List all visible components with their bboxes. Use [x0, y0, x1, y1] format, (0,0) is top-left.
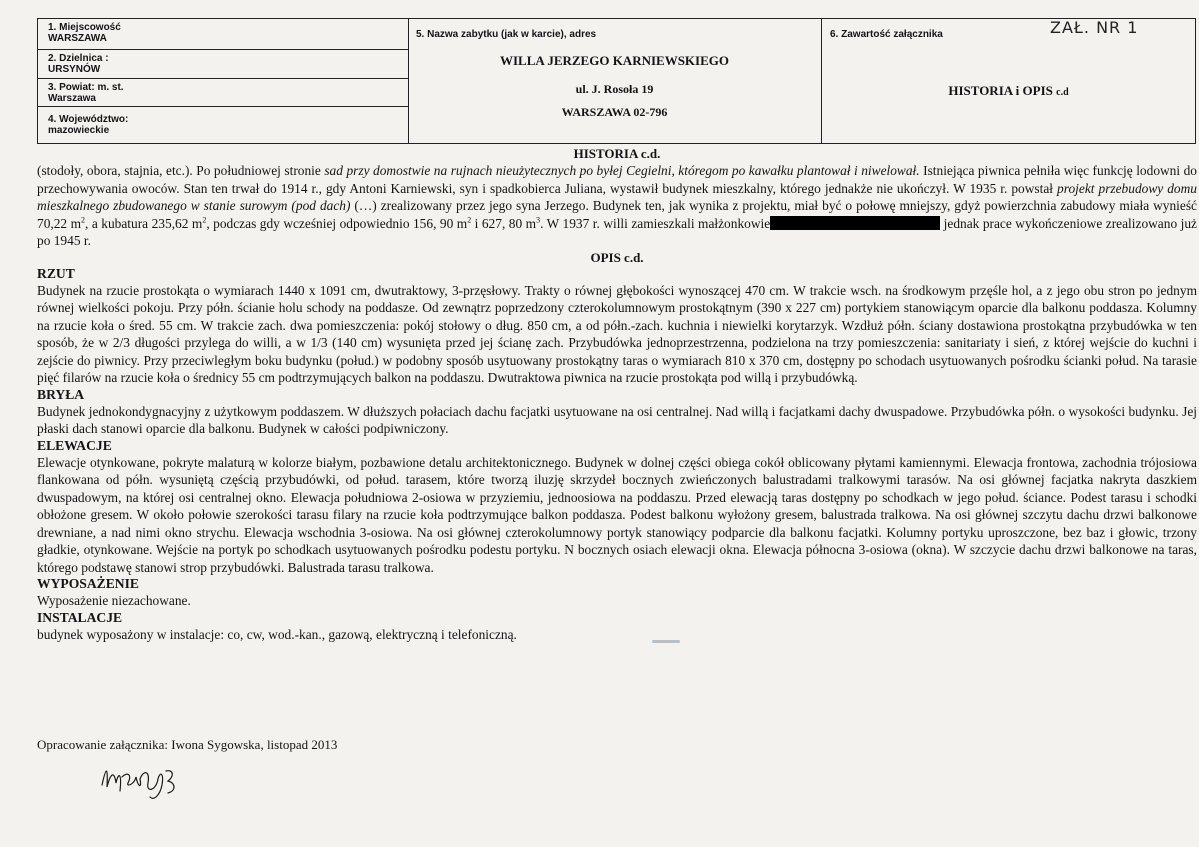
- voivodeship-cell: [38, 107, 408, 143]
- wyposazenie-paragraph: Wyposażenie niezachowane.: [37, 593, 191, 608]
- district-label: 2. Dzielnica :: [48, 53, 109, 64]
- historia-text-8: jednak prace wykończeniowe zrealizowano już po 1945 r.: [37, 215, 1197, 248]
- superscript-2: 2: [202, 215, 207, 225]
- monument-city: WARSZAWA 02-796: [561, 105, 668, 119]
- rzut-heading: RZUT: [37, 265, 75, 281]
- historia-quote-2: projekt przebudowy domu mieszkalnego zbudowanego w stanie surowym (pod dach): [37, 180, 1197, 213]
- contents-suffix: c.d: [1056, 87, 1069, 98]
- locality-value: WARSZAWA: [48, 33, 107, 44]
- wyposazenie-heading: WYPOSAŻENIE: [37, 576, 139, 591]
- historia-text-4: , a kubatura 235,62 m: [85, 215, 203, 231]
- superscript-2: 2: [467, 215, 472, 225]
- elewacje-paragraph: Elewacje otynkowane, pokryte malaturą w kolorze białym, pozbawione detalu architektonicznego. Budynek w dolnej części obiega cokół oblicowany płytami kamiennymi. Elewacja frontowa, zachodnia trójosiowa flankowana od półn. wysuniętą częścią przybudówki, od połud. tarasem, które tworzą iluzję skrzydeł bocznych zwieńczonych balustradami tralkowymi tarasów. Na osi głównej facjatka nakryta daszkiem dwuspadowym, na której osi centralnej okno. Elewacja południowa 2-osiowa w przyziemiu, jednoosiowa na poddaszu. Przed elewacją taras dostępny po schodkach w jego połud. ściance. Podest tarasu i schodki obłożone gresem. W około połowie szerokości tarasu filary na rzucie koła podtrzymujące balkon poddasza. Podest balkonu wyłożony gresem, balustrada tralkowa. Na osi głównej szczytu dachu drzwi balkonowe drewniane, a nad nimi okno strychu. Elewacja wschodnia 3-osiowa. Na osi głównej czterokolumnowy portyk stanowiący podparcie dla balkonu facjatki. Kolumny portyku uproszczone, bez baz i głowic, trzony gładkie, otynkowane. Wejście na portyk po schodkach usytuowanych pośrodku podestu portyku. N bocznych osiach elewacji okna. Elewacja północna 3-osiowa (okna). W szczycie dachu drzwi balkonowe na taras, którego podstawę stanowi strop przybudówki. Balustrada tarasu tralkowa.: [37, 454, 1197, 575]
- monument-street: ul. J. Rosoła 19: [575, 82, 654, 96]
- opis-heading: OPIS c.d.: [590, 249, 644, 265]
- redaction-bar: [770, 216, 940, 230]
- bryla-heading: BRYŁA: [37, 386, 85, 402]
- header-table: [37, 18, 1196, 144]
- monument-name: WILLA JERZEGO KARNIEWSKIEGO: [500, 53, 729, 68]
- contents-value: [822, 83, 1195, 99]
- monument-label: 5. Nazwa zabytku (jak w karcie), adres: [416, 29, 597, 40]
- monument-column: [408, 19, 822, 143]
- district-value: URSYNÓW: [48, 64, 101, 75]
- rzut-paragraph: Budynek na rzucie prostokąta o wymiarach 1440 x 1091 cm, dwutraktowy, 3-przęsłowy. Trakty o równej głębokości wynoszącej 470 cm. W trakcie wsch. na środkowym przęśle hol, a z jego obu stron po jednym równej wielkości pokoju. Przy półn. ścianie holu schody na poddasze. Od zewnątrz poprzedzony czterokolumnowym prostokątnym (390 x 227 cm) portykiem stanowiącym oparcie dla balkonu poddasza. Kolumny na rzucie koła o śred. 55 cm. W trakcie zach. dwa pomieszczenia: pokój stołowy o dług. 850 cm, a od półn.-zach. kuchnia i niewielki korytarzyk. Wzdłuż półn. ściany dostawiona prostokątna przybudówka w ten sposób, że w 2/3 długości przylega do willi, a w 1/3 (140 cm) wysunięta przed jej ścianę zach. Przybudówka jednoprzestrzenna, podzielona na trzy pomieszczenia: sanitariaty i sień, z której wejście do kuchni i zejście do piwnicy. Przy przeciwległym boku budynku (połud.) w podobny sposób usytuowany prostokątny taras o wymiarach 810 x 370 cm, dostępny po schodach usytuowanych pośrodku ścianki połud. Na tarasie pięć filarów na rzucie koła o średnicy 55 cm podtrzymujących balkon na poddaszu. Dwutraktowa piwnica na rzucie prostokąta pod willą i przybudówką.: [37, 282, 1197, 385]
- locality-cell: [38, 19, 408, 50]
- voivodeship-label: 4. Województwo:: [48, 114, 129, 125]
- contents-column: [822, 19, 1195, 143]
- instalacje-paragraph: budynek wyposażony w instalacje: co, cw, wod.-kan., gazową, elektryczną i telefoniczną.: [37, 626, 517, 642]
- county-cell: [38, 79, 408, 107]
- county-value: Warszawa: [48, 93, 96, 104]
- bryla-paragraph: Budynek jednokondygnacyjny z użytkowym poddaszem. W dłuższych połaciach dachu facjatki usytuowane na osi centralnej. Nad willą i facjatkami dachy dwuspadowe. Przybudówka półn. o wysokości budynku. Jej płaski dach stanowi oparcie dla balkonu. Budynek w całości podpiwniczony.: [37, 403, 1197, 436]
- historia-text-6: i 627, 80 m: [471, 215, 537, 231]
- historia-text-3: (…) zrealizowany przez jego syna Jerzego. Budynek ten, jak wynika z projektu, miał być o połowę mniejszy, gdyż powierzchnia zabudowy miała wynieść 70,22 m: [37, 198, 1197, 231]
- contents-label: 6. Zawartość załącznika: [830, 29, 943, 40]
- superscript-2: 2: [81, 215, 86, 225]
- location-column: [38, 19, 409, 143]
- attachment-number-stamp: ZAŁ. NR 1: [1050, 18, 1139, 37]
- locality-label: 1. Miejscowość: [48, 22, 121, 33]
- instalacje-heading: INSTALACJE: [37, 609, 123, 625]
- handwritten-signature: [98, 757, 188, 807]
- district-cell: [38, 50, 408, 79]
- historia-paragraph: [37, 162, 1197, 250]
- historia-text-7: . W 1937 r. willi zamieszkali małżonkowie: [540, 215, 771, 231]
- historia-heading: HISTORIA c.d.: [573, 146, 661, 161]
- author-credit: Opracowanie załącznika: Iwona Sygowska, listopad 2013: [37, 737, 338, 752]
- historia-text-5: , podczas gdy wcześniej odpowiednio 156, 90 m: [206, 215, 468, 231]
- historia-quote-1: sad przy domostwie na rujnach nieużytecznych po byłej Cegielni, któregom po kawałku plantował i niwelował.: [324, 163, 920, 178]
- county-label: 3. Powiat: m. st.: [48, 82, 124, 93]
- voivodeship-value: mazowieckie: [48, 125, 110, 136]
- scan-speck: [652, 640, 680, 643]
- historia-text-1: (stodoły, obora, stajnia, etc.). Po południowej stronie: [37, 163, 325, 178]
- document-body: [37, 146, 1197, 643]
- elewacje-heading: ELEWACJE: [37, 437, 112, 453]
- historia-text-2: Istniejąca piwnica pełniła więc funkcję lodowni do przechowywania owoców. Stan ten trwał do 1914 r., gdy Antoni Karniewski, syn i spadkobierca Juliana, wystawił budynek mieszkalny, którego jednakże nie ukończył. W 1935 r. powstał: [37, 163, 1197, 196]
- contents-main: HISTORIA i OPIS: [948, 83, 1053, 98]
- superscript-3: 3: [536, 215, 541, 225]
